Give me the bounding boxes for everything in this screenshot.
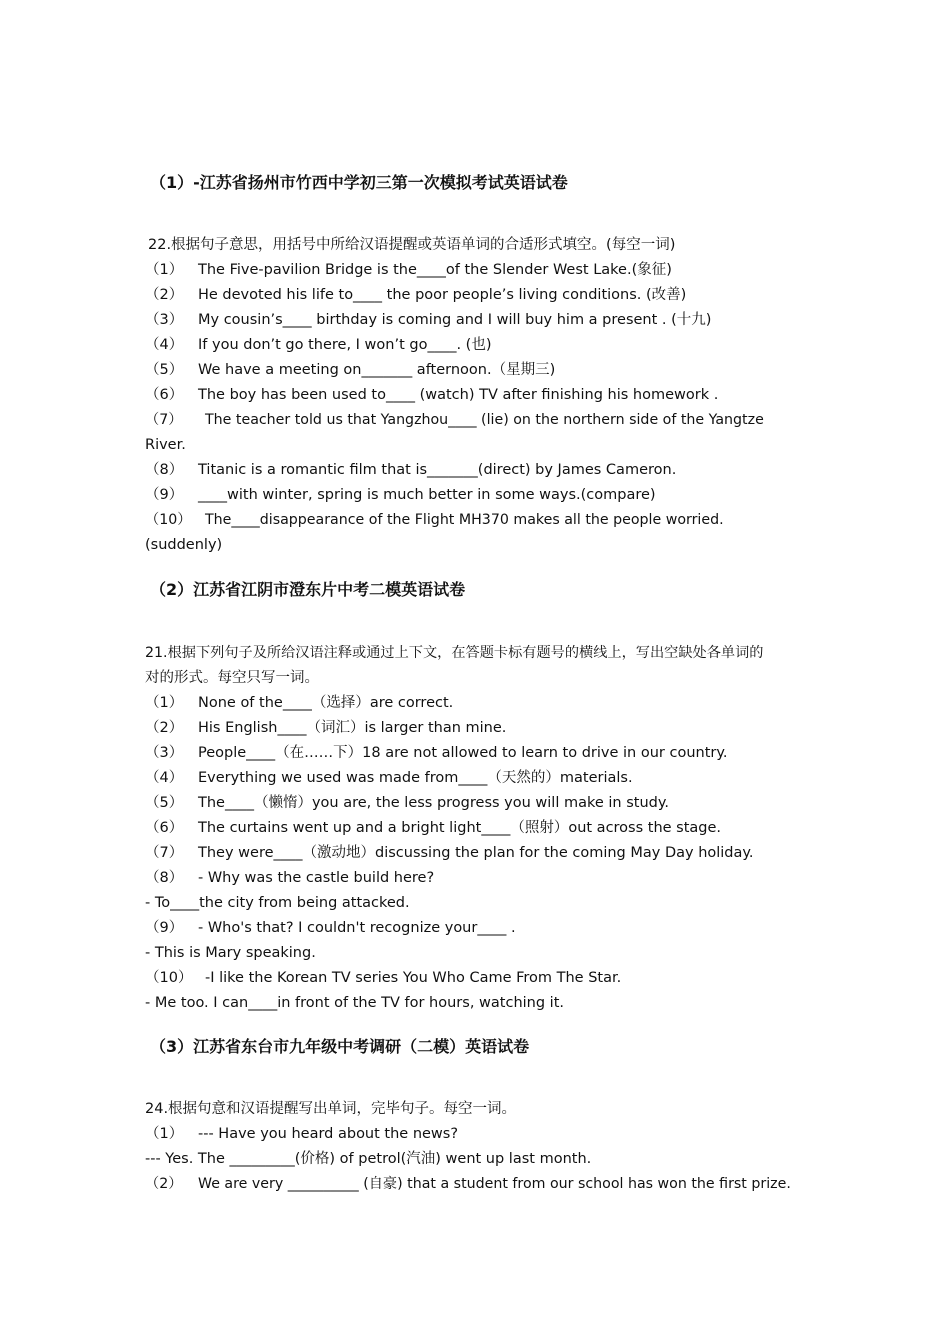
question-item: （10） The____disappearance of the Flight MH370 makes all the people worried. xyxy=(145,512,724,528)
question-item: （6） The curtains went up and a bright light____（照射）out across the stage. xyxy=(145,820,722,836)
question-item: （9） - Who's that? I couldn't recognize your____ . xyxy=(145,920,516,936)
question-item: （4） Everything we used was made from____（天然的）materials. xyxy=(145,770,633,786)
question-item: （8） - Why was the castle build here? xyxy=(145,870,435,886)
question-item: （4） If you don’t go there, I won’t go____. (也) xyxy=(145,337,492,353)
section-2-instruction: 21.根据下列句子及所给汉语注释或通过上下文，在答题卡标有题号的横线上，写出空缺处各单词的 xyxy=(145,645,764,661)
question-item: （5） We have a meeting on_______ afternoon.（星期三) xyxy=(145,362,556,378)
question-item: （7） They were____（激动地）discussing the plan for the coming May Day holiday. xyxy=(145,845,754,861)
question-item: （10） -I like the Korean TV series You Who Came From The Star. xyxy=(145,970,622,986)
section-3-instruction: 24.根据句意和汉语提醒写出单词，完毕句子。每空一词。 xyxy=(145,1101,517,1117)
question-item: （7） The teacher told us that Yangzhou____ (lie) on the northern side of the Yangtze xyxy=(145,412,764,428)
question-item: （8） Titanic is a romantic film that is_______(direct) by James Cameron. xyxy=(145,462,677,478)
question-item-continuation: (suddenly) xyxy=(145,537,223,553)
question-item: （1） None of the____（选择）are correct. xyxy=(145,695,454,711)
question-item: （9） ____with winter, spring is much better in some ways.(compare) xyxy=(145,487,656,503)
question-item: （5） The____（懒惰）you are, the less progress you will make in study. xyxy=(145,795,669,811)
question-item: （3） People____（在……下）18 are not allowed to learn to drive in our country. xyxy=(145,745,728,761)
question-item-continuation: --- Yes. The _________(价格) of petrol(汽油) went up last month. xyxy=(145,1151,592,1167)
question-item: （2） He devoted his life to____ the poor people’s living conditions. (改善) xyxy=(145,287,687,303)
question-item: （1） The Five-pavilion Bridge is the____of the Slender West Lake.(象征) xyxy=(145,262,672,278)
question-item: （1） --- Have you heard about the news? xyxy=(145,1126,459,1142)
question-item-continuation: - This is Mary speaking. xyxy=(145,945,316,961)
question-item: （2） His English____（词汇）is larger than mine. xyxy=(145,720,507,736)
section-1-instruction: 22.根据句子意思，用括号中所给汉语提醒或英语单词的合适形式填空。(每空一词) xyxy=(148,237,676,253)
question-item: （3） My cousin’s____ birthday is coming and I will buy him a present . (十九) xyxy=(145,312,712,328)
section-1-heading: （1）-江苏省扬州市竹西中学初三第一次模拟考试英语试卷 xyxy=(150,173,568,192)
section-2-instruction-cont: 对的形式。每空只写一词。 xyxy=(145,670,319,686)
section-2-heading: （2）江苏省江阴市澄东片中考二模英语试卷 xyxy=(150,580,466,599)
section-3-heading: （3）江苏省东台市九年级中考调研（二模）英语试卷 xyxy=(150,1037,530,1056)
question-item-continuation: River. xyxy=(145,437,186,453)
question-item: （2） We are very __________ (自豪) that a student from our school has won the first prize. xyxy=(145,1176,791,1192)
question-item-continuation: - To____the city from being attacked. xyxy=(145,895,410,911)
question-item-continuation: - Me too. I can____in front of the TV for hours, watching it. xyxy=(145,995,564,1011)
question-item: （6） The boy has been used to____ (watch) TV after finishing his homework . xyxy=(145,387,719,403)
